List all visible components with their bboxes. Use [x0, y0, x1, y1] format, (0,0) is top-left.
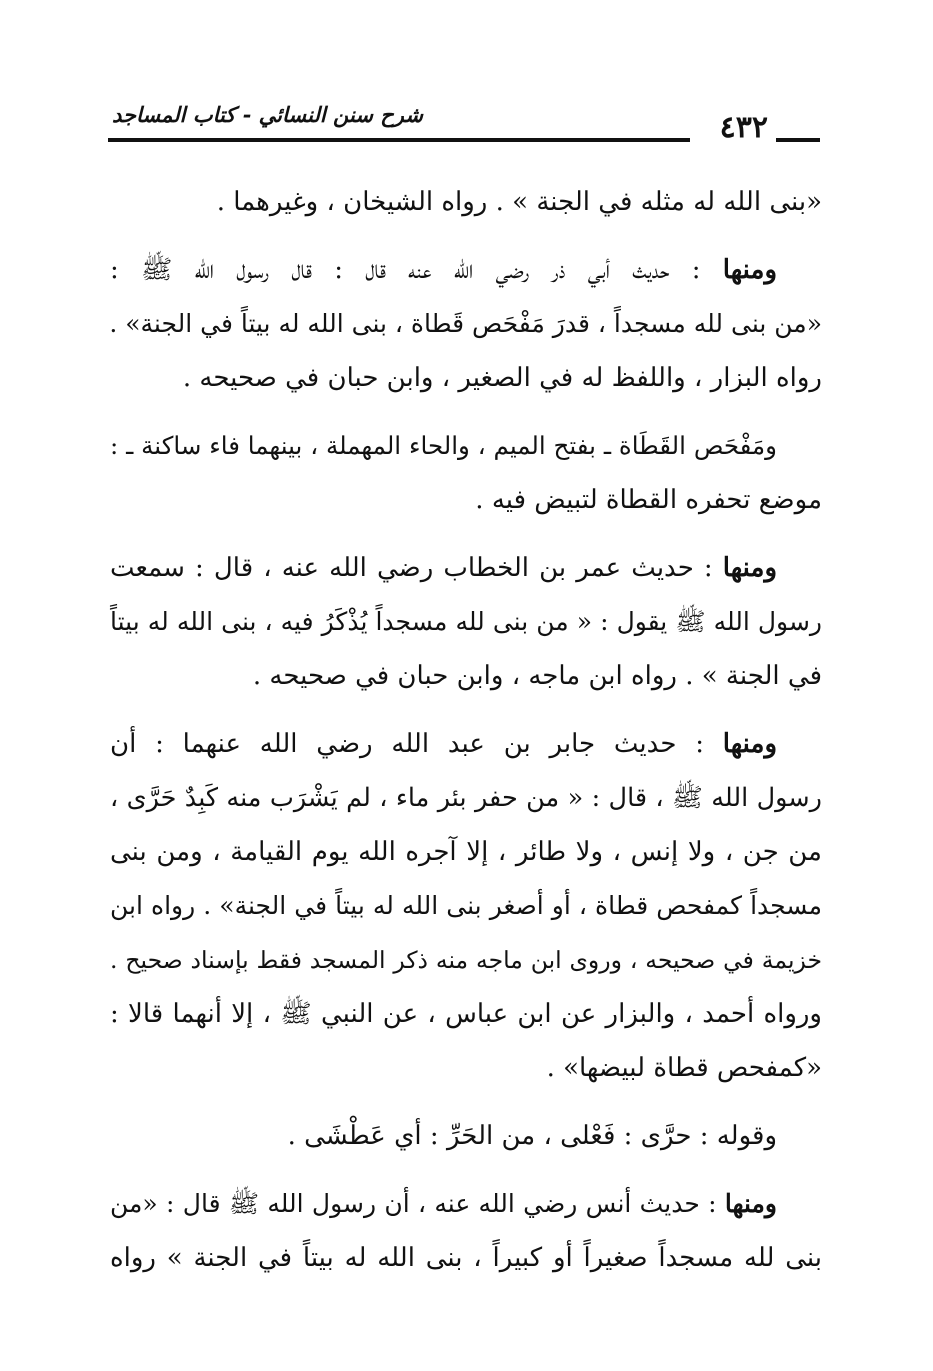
- text-line: [110, 243, 822, 297]
- page-number-dash: [776, 138, 820, 142]
- page-number: ٤٣٢: [719, 110, 768, 145]
- text-line: [110, 541, 822, 595]
- text-line-rest: : حديث أبي ذر رضي الله عنه قال : قال رسول الله ﷺ :: [110, 255, 723, 285]
- page-header: [108, 100, 820, 160]
- text-line-rest: : حديث أنس رضي الله عنه ، أن رسول الله ﷺ قال : «من: [110, 1189, 725, 1218]
- text-line: «بنى الله له مثله في الجنة » . رواه الشيخان ، وغيرهما .: [216, 187, 822, 217]
- text-line: رسول الله ﷺ يقول : « من بنى لله مسجداً يُذْكَرُ فيه ، بنى الله له بيتاً: [110, 607, 822, 636]
- text-line: [110, 717, 822, 771]
- text-line: خزيمة في صحيحه ، وروى ابن ماجه منه ذكر المسجد فقط بإسناد صحيح .: [110, 946, 822, 974]
- paragraph-harra-definition: [110, 1109, 822, 1163]
- paragraph-lead: ومنها: [722, 255, 777, 285]
- text-line: «من بنى لله مسجداً ، قدرَ مَفْحَص قَطاة ، بنى الله له بيتاً في الجنة» .: [109, 309, 822, 338]
- paragraph-jabir-hadith: [110, 717, 822, 1095]
- text-line: بنى لله مسجداً صغيراً أو كبيراً ، بنى الله له بيتاً في الجنة » رواه: [110, 1243, 822, 1273]
- text-line: في الجنة » . رواه ابن ماجه ، وابن حبان في صحيحه .: [252, 661, 822, 691]
- paragraph-abu-dharr-hadith: [110, 243, 822, 405]
- text-line: ورواه أحمد ، والبزار عن ابن عباس ، عن النبي ﷺ ، إلا أنهما قالا :: [110, 999, 822, 1029]
- running-title: شرح سنن النسائي - كتاب المساجد: [112, 102, 423, 127]
- paragraph-continuation: [110, 175, 822, 229]
- text-line: وقوله : حرَّى : فَعْلى ، من الحَرِّ : أي عَطْشَى .: [287, 1121, 777, 1151]
- paragraph-mafhas-definition: [110, 419, 822, 527]
- paragraph-lead: ومنها: [722, 729, 777, 759]
- paragraph-lead: ومنها: [722, 553, 777, 583]
- text-line: موضع تحفره القطاة لتبيض فيه .: [475, 485, 822, 515]
- body-text: [110, 175, 822, 1299]
- header-rule: [108, 138, 690, 142]
- paragraph-umar-hadith: [110, 541, 822, 703]
- text-line: [110, 1177, 822, 1231]
- text-line: رسول الله ﷺ ، قال : « من حفر بئر ماء ، لم يَشْرَب منه كَبِدٌ حَرَّى ،: [110, 783, 822, 813]
- text-line: رواه البزار ، واللفظ له في الصغير ، وابن حبان في صحيحه .: [182, 363, 822, 393]
- text-line: من جن ، ولا إنس ، ولا طائر ، إلا آجره الله يوم القيامة ، ومن بنى: [110, 837, 822, 867]
- text-line: مسجداً كمفحص قطاة ، أو أصغر بنى الله له بيتاً في الجنة» . رواه ابن: [110, 891, 822, 920]
- text-line-rest: : حديث عمر بن الخطاب رضي الله عنه ، قال : سمعت: [110, 553, 723, 583]
- paragraph-anas-hadith: [110, 1177, 822, 1285]
- text-line: ومَفْحَص القَطَاة ـ بفتح الميم ، والحاء المهملة ، بينهما فاء ساكنة ـ :: [110, 431, 777, 460]
- paragraph-lead: ومنها: [724, 1189, 777, 1218]
- text-line-rest: : حديث جابر بن عبد الله رضي الله عنهما : أن: [110, 729, 723, 759]
- text-line: «كمفحص قطاة لبيضها» .: [546, 1053, 822, 1083]
